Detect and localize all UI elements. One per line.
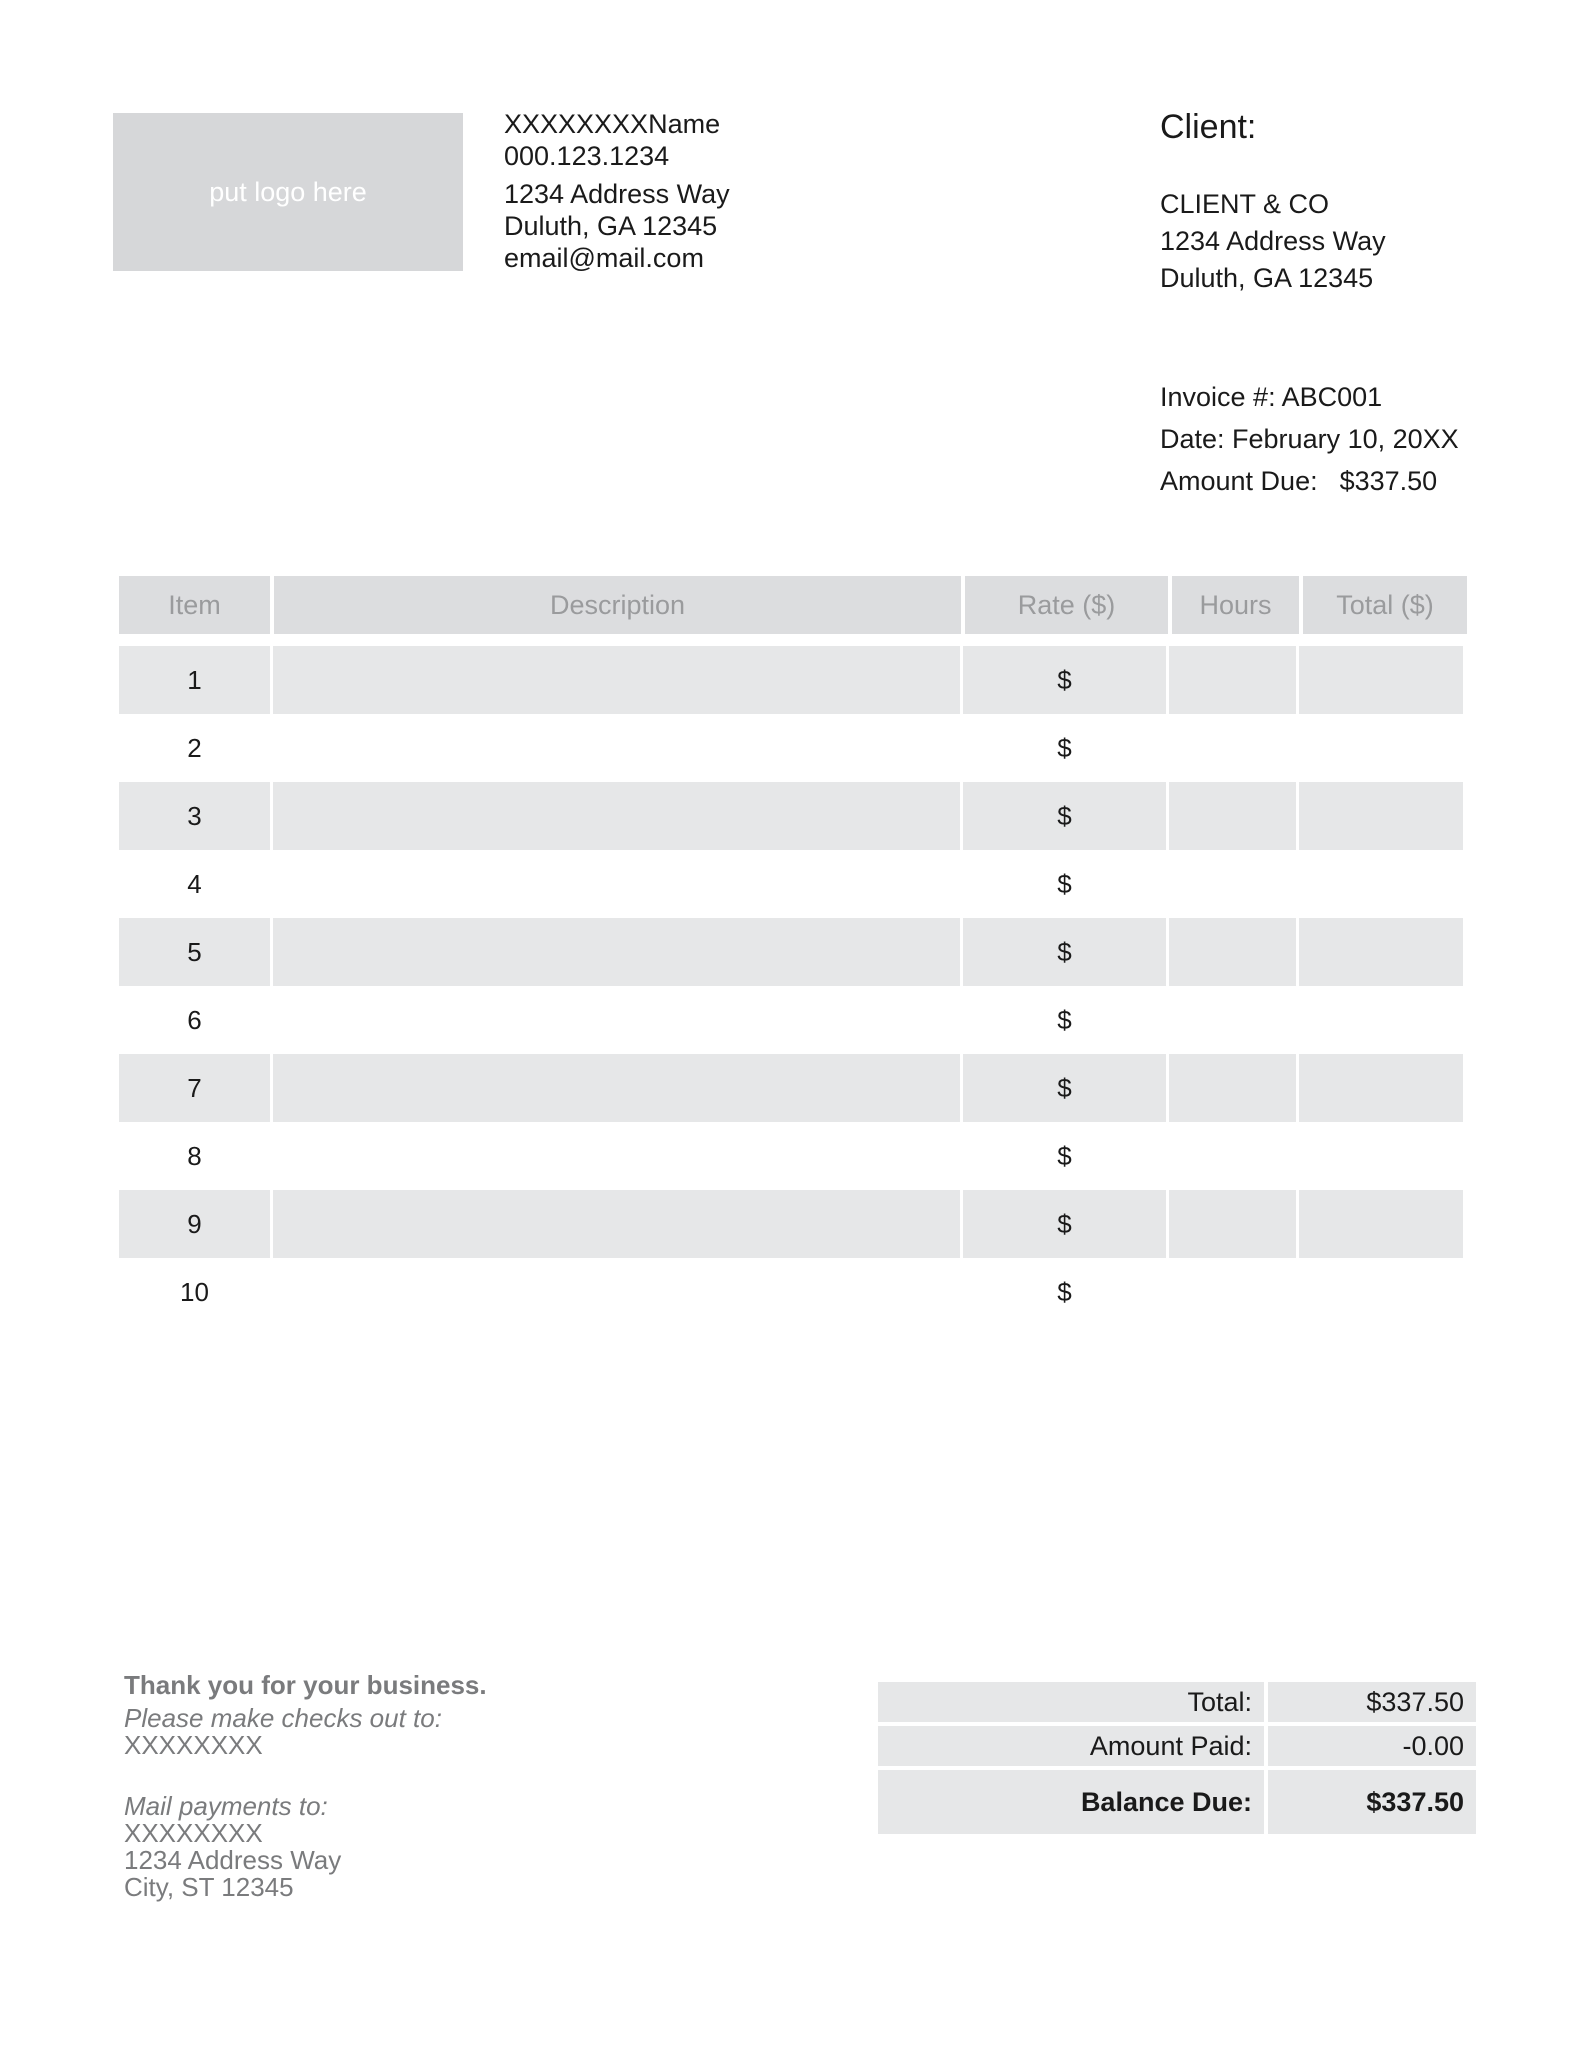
description-cell[interactable] bbox=[273, 986, 960, 1054]
total-cell[interactable] bbox=[1299, 918, 1463, 986]
total-cell[interactable] bbox=[1299, 986, 1463, 1054]
rate-cell: $ bbox=[963, 1190, 1166, 1258]
rate-cell: $ bbox=[1057, 1140, 1072, 1171]
item-cell: 1 bbox=[119, 646, 270, 714]
invoice-number: Invoice #: ABC001 bbox=[1160, 382, 1383, 412]
rate-cell: $ bbox=[1057, 1004, 1072, 1035]
description-cell[interactable] bbox=[273, 918, 960, 986]
rate-cell: $ bbox=[963, 782, 1166, 850]
hours-cell[interactable] bbox=[1169, 714, 1296, 782]
totals-summary bbox=[878, 1682, 1476, 1838]
checks-payable-label: Please make checks out to: bbox=[124, 1703, 442, 1733]
amount-paid-value: -0.00 bbox=[1268, 1726, 1476, 1766]
header-description: Description bbox=[274, 576, 961, 634]
mail-payments-address-line2: City, ST 12345 bbox=[124, 1872, 294, 1902]
total-label: Total: bbox=[878, 1682, 1264, 1722]
balance-due-label: Balance Due: bbox=[878, 1770, 1264, 1834]
business-email: email@mail.com bbox=[504, 243, 704, 273]
client-address-line1: 1234 Address Way bbox=[1160, 226, 1386, 256]
total-cell[interactable] bbox=[1299, 850, 1463, 918]
table-row bbox=[119, 1258, 1473, 1326]
table-header bbox=[119, 576, 1473, 634]
table-row bbox=[119, 918, 1473, 986]
item-cell: 7 bbox=[119, 1054, 270, 1122]
mail-payments-name: XXXXXXXX bbox=[124, 1818, 263, 1848]
hours-cell[interactable] bbox=[1169, 782, 1296, 850]
thank-you-note: Thank you for your business. bbox=[124, 1670, 487, 1700]
header-rate: Rate ($) bbox=[965, 576, 1168, 634]
amount-due-label: Amount Due: bbox=[1160, 466, 1318, 496]
total-cell[interactable] bbox=[1299, 1122, 1463, 1190]
rate-cell: $ bbox=[1057, 732, 1072, 763]
amount-paid-label: Amount Paid: bbox=[878, 1726, 1264, 1766]
table-row bbox=[119, 782, 1473, 850]
client-name: CLIENT & CO bbox=[1160, 189, 1330, 219]
amount-paid-row bbox=[878, 1726, 1476, 1766]
total-cell[interactable] bbox=[1299, 714, 1463, 782]
table-row bbox=[119, 1122, 1473, 1190]
table-row bbox=[119, 646, 1473, 714]
payment-instructions bbox=[124, 1672, 487, 1901]
client-heading: Client: bbox=[1160, 108, 1257, 146]
description-cell[interactable] bbox=[273, 1190, 960, 1258]
business-address-line2: Duluth, GA 12345 bbox=[504, 211, 718, 241]
description-cell[interactable] bbox=[273, 714, 960, 782]
item-cell: 8 bbox=[187, 1140, 202, 1171]
hours-cell[interactable] bbox=[1169, 1122, 1296, 1190]
hours-cell[interactable] bbox=[1169, 986, 1296, 1054]
hours-cell[interactable] bbox=[1169, 646, 1296, 714]
total-cell[interactable] bbox=[1299, 1054, 1463, 1122]
total-cell[interactable] bbox=[1299, 782, 1463, 850]
header-hours: Hours bbox=[1172, 576, 1299, 634]
table-row bbox=[119, 714, 1473, 782]
logo-placeholder bbox=[113, 113, 463, 271]
total-row bbox=[878, 1682, 1476, 1722]
hours-cell[interactable] bbox=[1169, 1258, 1296, 1326]
total-value: $337.50 bbox=[1268, 1682, 1476, 1722]
item-cell: 9 bbox=[119, 1190, 270, 1258]
client-info bbox=[1160, 186, 1386, 297]
balance-due-value: $337.50 bbox=[1268, 1770, 1476, 1834]
hours-cell[interactable] bbox=[1169, 1054, 1296, 1122]
item-cell: 10 bbox=[180, 1276, 209, 1307]
rate-cell: $ bbox=[963, 1054, 1166, 1122]
rate-cell: $ bbox=[963, 918, 1166, 986]
mail-payments-label: Mail payments to: bbox=[124, 1791, 328, 1821]
invoice-date: Date: February 10, 20XX bbox=[1160, 424, 1459, 454]
description-cell[interactable] bbox=[273, 1258, 960, 1326]
item-cell: 5 bbox=[119, 918, 270, 986]
table-row bbox=[119, 986, 1473, 1054]
description-cell[interactable] bbox=[273, 1054, 960, 1122]
description-cell[interactable] bbox=[273, 850, 960, 918]
hours-cell[interactable] bbox=[1169, 1190, 1296, 1258]
table-row bbox=[119, 850, 1473, 918]
rate-cell: $ bbox=[1057, 1276, 1072, 1307]
item-cell: 4 bbox=[187, 868, 202, 899]
header-item: Item bbox=[119, 576, 270, 634]
header-total: Total ($) bbox=[1303, 576, 1467, 634]
table-row bbox=[119, 1054, 1473, 1122]
hours-cell[interactable] bbox=[1169, 850, 1296, 918]
description-cell[interactable] bbox=[273, 646, 960, 714]
table-row bbox=[119, 1190, 1473, 1258]
business-phone: 000.123.1234 bbox=[504, 141, 670, 171]
total-cell[interactable] bbox=[1299, 646, 1463, 714]
rate-cell: $ bbox=[963, 646, 1166, 714]
logo-placeholder-text: put logo here bbox=[209, 176, 367, 207]
client-address-line2: Duluth, GA 12345 bbox=[1160, 263, 1374, 293]
item-cell: 2 bbox=[187, 732, 202, 763]
rate-cell: $ bbox=[1057, 868, 1072, 899]
business-name: XXXXXXXXName bbox=[504, 109, 721, 139]
mail-payments-address-line1: 1234 Address Way bbox=[124, 1845, 342, 1875]
balance-due-row bbox=[878, 1770, 1476, 1834]
business-info bbox=[504, 108, 730, 274]
description-cell[interactable] bbox=[273, 1122, 960, 1190]
checks-payable-name: XXXXXXXX bbox=[124, 1730, 263, 1760]
invoice-amount-due bbox=[1160, 460, 1459, 502]
total-cell[interactable] bbox=[1299, 1190, 1463, 1258]
business-address-line1: 1234 Address Way bbox=[504, 179, 730, 209]
table-body bbox=[119, 646, 1473, 1326]
description-cell[interactable] bbox=[273, 782, 960, 850]
invoice-meta bbox=[1160, 376, 1459, 502]
hours-cell[interactable] bbox=[1169, 918, 1296, 986]
line-items-table bbox=[119, 576, 1473, 1326]
item-cell: 6 bbox=[187, 1004, 202, 1035]
total-cell[interactable] bbox=[1299, 1258, 1463, 1326]
amount-due-value: $337.50 bbox=[1339, 466, 1438, 496]
item-cell: 3 bbox=[119, 782, 270, 850]
